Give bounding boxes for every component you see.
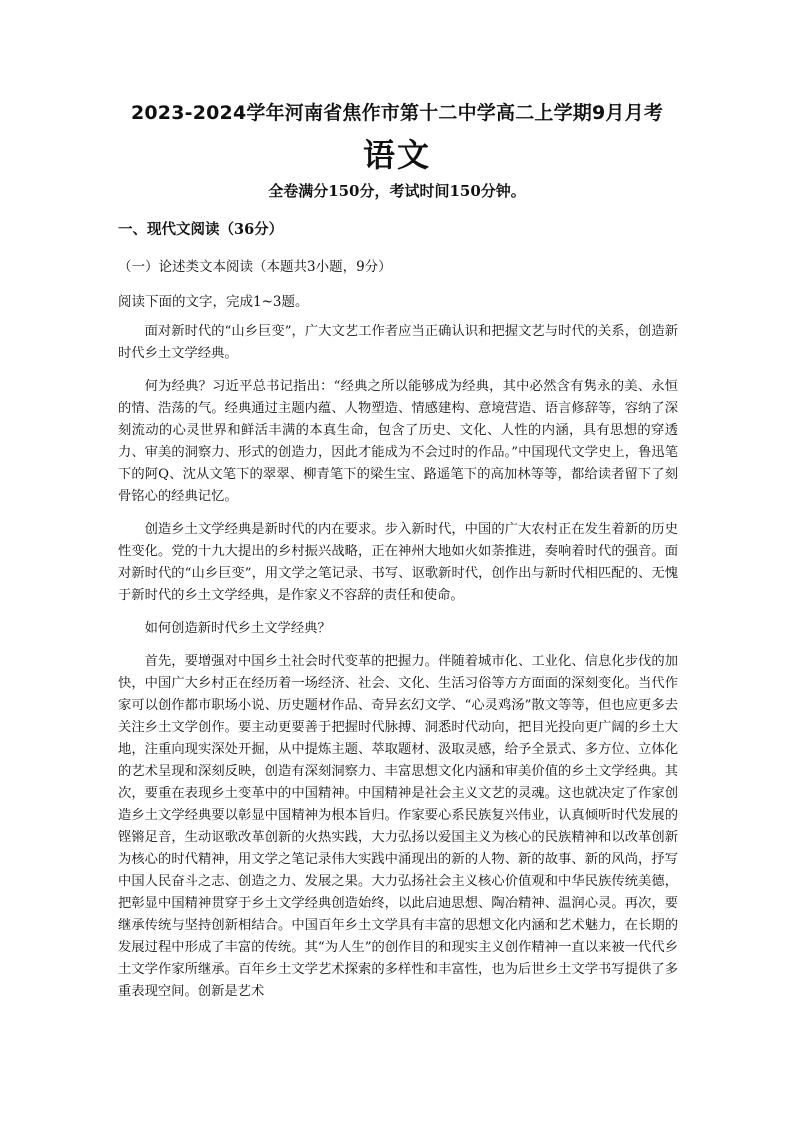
- paragraph: 首先，要增强对中国乡土社会时代变革的把握力。伴随着城市化、工业化、信息化步伐的加快，中国广大乡村正在经历着一场经济、社会、文化、生活习俗等方方面面的深刻变化。当代作家可以创作都市职场小说、历史题材作品、奇异玄幻文学、“心灵鸡汤”散文等等，但也应更多去关注乡土文学创作。要主动更要善于把握时代脉搏、洞悉时代动向，把目光投向更广阔的乡土大地，注重向现实深处开掘，从中提炼主题、萃取题材、汲取灵感，给予全景式、多方位、立体化的艺术呈现和深刻反映，创造有深刻洞察力、丰富思想文化内涵和审美价值的乡土文学经典。其次，要重在表现乡土变革中的中国精神。中国精神是社会主义文艺的灵魂。这也就决定了作家创造乡土文学经典要以彰显中国精神为根本旨归。作家要心系民族复兴伟业，认真倾听时代发展的铿锵足音，生动讴歌改革创新的火热实践，大力弘扬以爱国主义为核心的民族精神和以改革创新为核心的时代精神，用文学之笔记录伟大实践中涌现出的新的人物、新的故事、新的风尚，抒写中国人民奋斗之志、创造之力、发展之果。大力弘扬社会主义核心价值观和中华民族传统美德，把彰显中国精神贯穿于乡土文学经典创造始终，以此启迪思想、陶冶精神、温润心灵。再次，要继承传统与坚持创新相结合。中国百年乡土文学具有丰富的思想文化内涵和艺术魅力，在长期的发展过程中形成了丰富的传统。其“为人生”的创作目的和现实主义创作精神一直以来被一代代乡土文学作家所继承。百年乡土文学艺术探索的多样性和丰富性，也为后世乡土文学书写提供了多重表现空间。创新是艺术: [118, 654, 678, 999]
- paragraph: 创造乡土文学经典是新时代的内在要求。步入新时代，中国的广大农村正在发生着新的历史性变化。党的十九大提出的乡村振兴战略，正在神州大地如火如荼推进，奏响着时代的强音。面对新时代的“山乡巨变”，用文学之笔记录、书写、讴歌新时代，创作出与新时代相匹配的、无愧于新时代的乡土文学经典，是作家义不容辞的责任和使命。: [118, 522, 678, 603]
- reading-passage: [118, 321, 678, 1014]
- reading-instruction: 阅读下面的文字，完成1~3题。: [118, 294, 309, 310]
- document-title: 2023-2024学年河南省焦作市第十二中学高二上学期9月月考: [130, 102, 664, 124]
- paragraph: 何为经典？习近平总书记指出：“经典之所以能够成为经典，其中必然含有隽永的美、永恒的情、浩荡的气。经典通过主题内蕴、人物塑造、情感建构、意境营造、语言修辞等，容纳了深刻流动的心灵世界和鲜活丰满的本真生命，包含了历史、文化、人性的内涵，具有思想的穿透力、审美的洞察力、形式的创造力，因此才能成为不会过时的作品。”中国现代文学史上，鲁迅笔下的阿Q、沈从文笔下的翠翠、柳青笔下的梁生宝、路遥笔下的高加林等等，都给读者留下了刻骨铭心的经典记忆。: [118, 379, 678, 504]
- subsection-heading: （一）论述类文本阅读（本题共3小题，9分）: [118, 259, 392, 275]
- subject-title: 语文: [362, 136, 431, 174]
- section-heading: 一、现代文阅读（36分）: [118, 221, 284, 238]
- paragraph: 如何创造新时代乡土文学经典？: [144, 621, 331, 636]
- exam-info: 全卷满分150分，考试时间150分钟。: [268, 182, 526, 200]
- paragraph: 面对新时代的“山乡巨变”，广大文艺工作者应当正确认识和把握文艺与时代的关系，创造新时代乡土文学经典。: [118, 324, 678, 361]
